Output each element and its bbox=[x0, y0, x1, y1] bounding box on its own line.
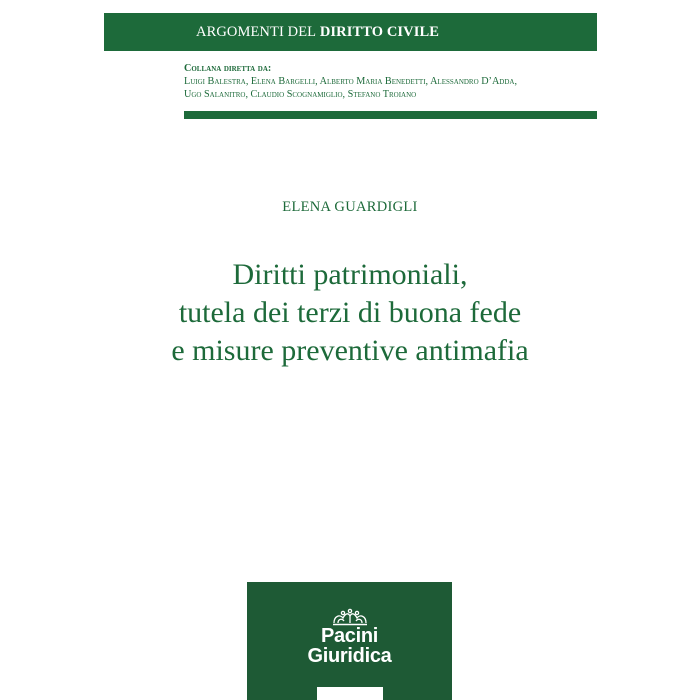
title-line-3: e misure preventive antimafia bbox=[171, 334, 529, 367]
ornament-icon bbox=[331, 608, 369, 626]
divider-rule bbox=[184, 111, 597, 119]
title-line-1: Diritti patrimoniali, bbox=[232, 258, 468, 291]
series-prefix: ARGOMENTI DEL bbox=[196, 23, 317, 40]
editors-names-line-1: Luigi Balestra, Elena Bargelli, Alberto Maria Benedetti, Alessandro D’Adda, bbox=[184, 76, 518, 87]
editors-names-line-2: Ugo Salanitro, Claudio Scognamiglio, Stefano Troiano bbox=[184, 89, 417, 100]
book-title bbox=[120, 256, 580, 370]
publisher-label-tab bbox=[317, 687, 383, 700]
publisher-name bbox=[247, 626, 452, 666]
publisher-name-line-2: Giuridica bbox=[307, 645, 392, 667]
series-editors bbox=[184, 62, 604, 101]
publisher-name-line-1: Pacini bbox=[320, 625, 379, 647]
title-line-2: tutela dei terzi di buona fede bbox=[178, 296, 522, 329]
publisher-logo-block bbox=[247, 582, 452, 700]
series-banner bbox=[104, 13, 597, 51]
series-name: DIRITTO CIVILE bbox=[319, 23, 440, 40]
author-name: ELENA GUARDIGLI bbox=[282, 199, 418, 215]
editors-label: Collana diretta da: bbox=[184, 63, 272, 74]
